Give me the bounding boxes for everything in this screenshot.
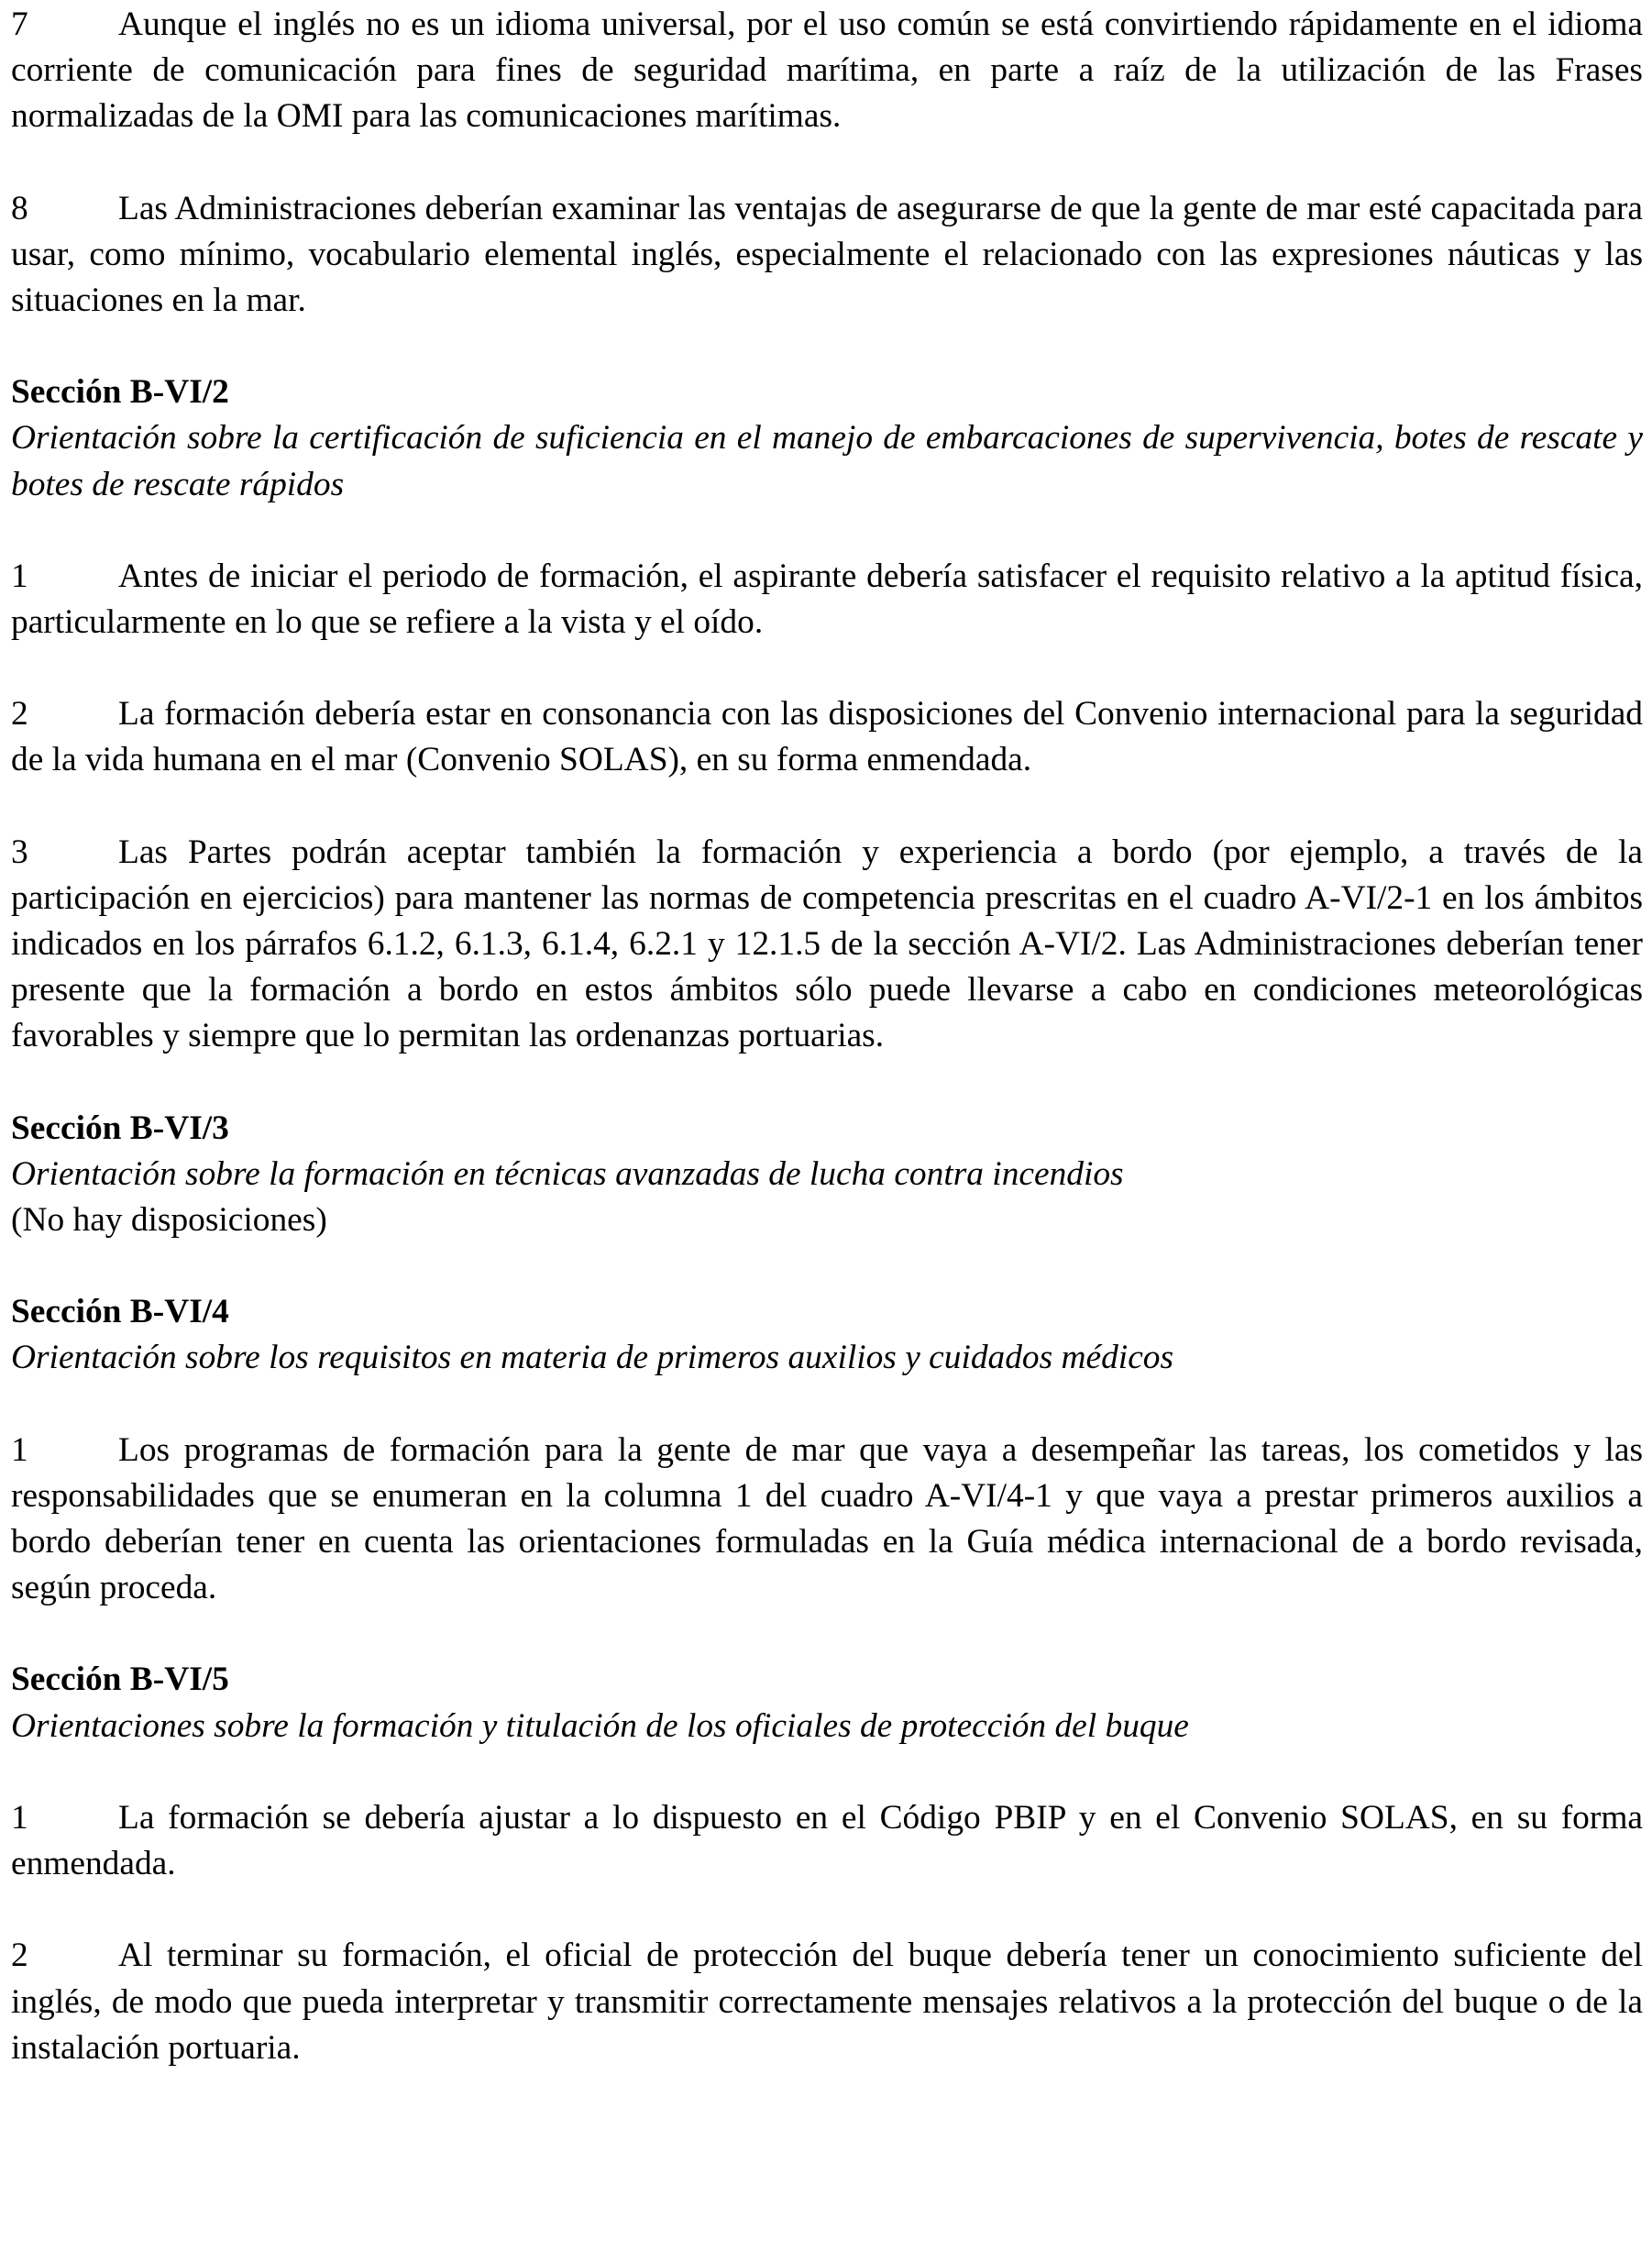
paragraph-text: Antes de iniciar el periodo de formación, el aspirante debería satisfacer el requisito relativo a la aptitud física, particularmente en lo que se refiere a la vista y el oído. <box>11 557 1643 642</box>
section-heading: Sección B-VI/5 <box>11 1661 229 1699</box>
section-b-vi-3 <box>11 1106 1643 1244</box>
section-heading: Sección B-VI/4 <box>11 1293 229 1331</box>
paragraph-8 <box>11 186 1643 325</box>
paragraph-1 <box>11 1428 1643 1612</box>
section-heading: Sección B-VI/2 <box>11 373 229 412</box>
section-title: Orientaciones sobre la formación y titulación de los oficiales de protección del buque <box>11 1706 1189 1745</box>
paragraph-2 <box>11 691 1643 783</box>
document-page <box>11 0 1643 2071</box>
section-title: Orientación sobre la certificación de suficiencia en el manejo de embarcaciones de supervivencia, botes de rescate y botes de rescate rápidos <box>11 419 1643 503</box>
paragraph-number: 7 <box>11 6 28 43</box>
paragraph-3 <box>11 830 1643 1060</box>
section-note: (No hay disposiciones) <box>11 1201 327 1240</box>
paragraph-text: Las Partes podrán aceptar también la formación y experiencia a bordo (por ejemplo, a través de la participación en ejercicios) para mantener las normas de competencia prescritas en el cuadro A-VI/2-1 en los ámbitos indicados en los párrafos 6.1.2, 6.1.3, 6.1.4, 6.2.1 y 12.1.5 de la sección A-VI/2. Las Administraciones deberían tener presente que la formación a bordo en estos ámbitos sólo puede llevarse a cabo en condiciones meteorológicas favorables y siempre que lo permitan las ordenanzas portuarias. <box>11 833 1643 1055</box>
section-title: Orientación sobre la formación en técnicas avanzadas de lucha contra incendios <box>11 1154 1124 1193</box>
paragraph-text: Las Administraciones deberían examinar las ventajas de asegurarse de que la gente de mar esté capacitada para usar, como mínimo, vocabulario elemental inglés, especialmente el relacionado con las expresiones náuticas y las situaciones en la mar. <box>11 189 1643 320</box>
section-b-vi-4 <box>11 1289 1643 1611</box>
paragraph-text: La formación debería estar en consonancia con las disposiciones del Convenio internacional para la seguridad de la vida humana en el mar (Convenio SOLAS), en su forma enmendada. <box>11 695 1643 779</box>
paragraph-number: 3 <box>11 833 28 871</box>
paragraph-number: 1 <box>11 1798 28 1837</box>
paragraph-2 <box>11 1933 1643 2071</box>
paragraph-7 <box>11 2 1643 140</box>
section-b-vi-2 <box>11 370 1643 1059</box>
paragraph-1 <box>11 554 1643 645</box>
paragraph-number: 1 <box>11 557 28 595</box>
section-b-vi-5 <box>11 1657 1643 2070</box>
paragraph-text: La formación se debería ajustar a lo dispuesto en el Código PBIP y en el Convenio SOLAS, en su forma enmendada. <box>11 1798 1643 1883</box>
paragraph-number: 1 <box>11 1430 28 1469</box>
paragraph-number: 8 <box>11 189 28 227</box>
paragraph-number: 2 <box>11 695 28 734</box>
paragraph-text: Aunque el inglés no es un idioma universal, por el uso común se está convirtiendo rápidamente en el idioma corriente de comunicación para fines de seguridad marítima, en parte a raíz de la utilización de las Frases normalizadas de la OMI para las comunicaciones marítimas. <box>11 6 1643 136</box>
paragraph-1 <box>11 1795 1643 1887</box>
paragraph-text: Al terminar su formación, el oficial de protección del buque debería tener un conocimiento suficiente del inglés, de modo que pueda interpretar y transmitir correctamente mensajes relativos a la protección del buque o de la instalación portuaria. <box>11 1936 1643 2067</box>
section-title: Orientación sobre los requisitos en materia de primeros auxilios y cuidados médicos <box>11 1339 1174 1377</box>
paragraph-number: 2 <box>11 1936 28 1975</box>
section-heading: Sección B-VI/3 <box>11 1109 229 1147</box>
paragraph-text: Los programas de formación para la gente de mar que vaya a desempeñar las tareas, los cometidos y las responsabilidades que se enumeran en la columna 1 del cuadro A-VI/4-1 y que vaya a prestar primeros auxilios a bordo deberían tener en cuenta las orientaciones formuladas en la Guía médica internacional de a bordo revisada, según proceda. <box>11 1430 1643 1607</box>
